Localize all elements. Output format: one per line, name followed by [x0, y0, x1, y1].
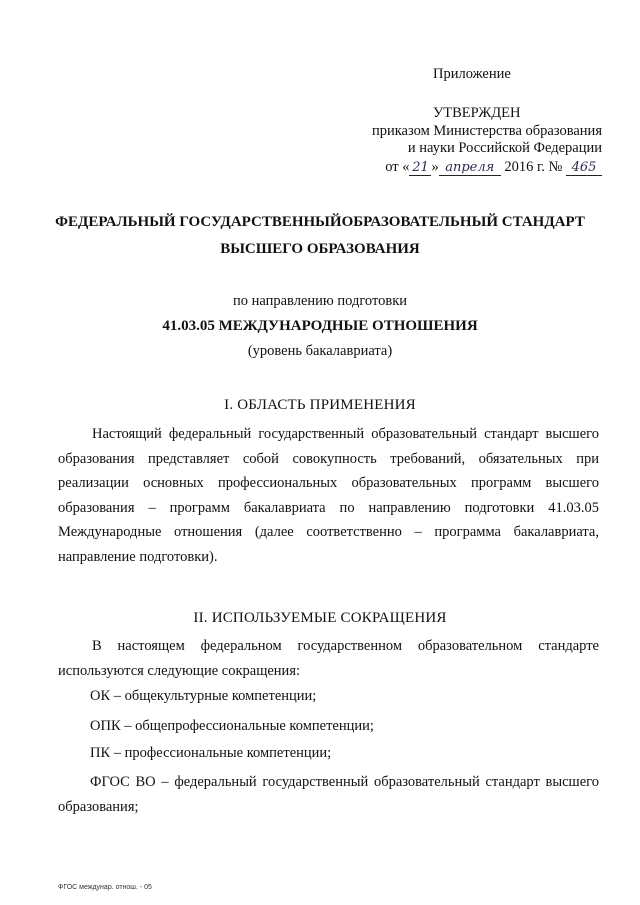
- section-2-heading: II. ИСПОЛЬЗУЕМЫЕ СОКРАЩЕНИЯ: [193, 610, 447, 626]
- date-mid: »: [431, 159, 439, 175]
- order-line: приказом Министерства образования: [371, 123, 602, 139]
- handwritten-month: апреля: [439, 160, 501, 176]
- date-prefix: от «: [385, 159, 410, 175]
- page-footer: ФГОС междунар. отнош. - 05: [58, 884, 152, 891]
- section-1-heading: I. ОБЛАСТЬ ПРИМЕНЕНИЯ: [224, 397, 416, 413]
- section-2-intro: В настоящем федеральном государственном образовательном стандарте используются следующие сокращения:: [58, 638, 599, 679]
- order-date-line: [385, 159, 602, 176]
- direction-label: по направлению подготовки: [232, 293, 408, 309]
- ministry-line: и науки Российской Федерации: [407, 140, 602, 156]
- handwritten-day: 21: [409, 160, 431, 176]
- program-code: 41.03.05 МЕЖДУНАРОДНЫЕ ОТНОШЕНИЯ: [162, 318, 478, 334]
- title-line-2: ВЫСШЕГО ОБРАЗОВАНИЯ: [220, 241, 420, 257]
- title-line-1: ФЕДЕРАЛЬНЫЙ ГОСУДАРСТВЕННЫЙОБРАЗОВАТЕЛЬНЫЙ СТАНДАРТ: [55, 214, 585, 230]
- abbreviation-fgos: ФГОС ВО – федеральный государственный образовательный стандарт высшего образования;: [58, 774, 599, 815]
- education-level: (уровень бакалавриата): [247, 343, 393, 359]
- handwritten-order-number: 465: [566, 160, 602, 176]
- approved-label: УТВЕРЖДЕН: [433, 105, 521, 121]
- appendix-label: Приложение: [433, 66, 511, 82]
- abbreviation-pk: ПК – профессиональные компетенции;: [90, 745, 332, 761]
- abbreviation-opk: ОПК – общепрофессиональные компетенции;: [90, 718, 374, 734]
- document-title: [40, 209, 600, 263]
- date-year: 2016 г. №: [504, 159, 563, 175]
- abbreviation-ok: ОК – общекультурные компетенции;: [90, 688, 317, 704]
- section-1-paragraph: Настоящий федеральный государственный образовательный стандарт высшего образования представляет собой совокупность требований, обязательных при реализации основных профессиональных образовательных программ высшего образования – программ бакалавриата по направлению подготовки 41.03.05 Международные отношения (далее соответственно – программа бакалавриата, направление подготовки).: [58, 426, 599, 565]
